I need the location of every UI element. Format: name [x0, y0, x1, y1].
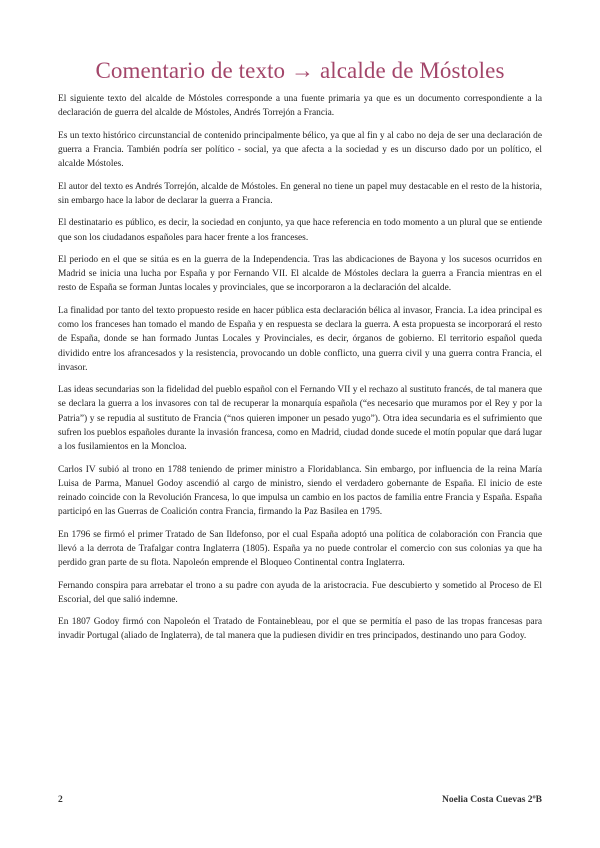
paragraph-source: El siguiente texto del alcalde de Móstoles corresponde a una fuente primaria ya que es un documento correspondiente a la declaración de guerra del alcalde de Móstoles, Andrés Torrejón a Francia.: [58, 94, 542, 119]
paragraph-recipient: El destinatario es público, es decir, la sociedad en conjunto, ya que hace referencia en todo momento a un plural que se entiende que son los ciudadanos españoles para hacer frente a los franceses.: [58, 218, 542, 243]
document-body: [58, 92, 542, 652]
paragraph-fernando: Fernando conspira para arrebatar el trono a su padre con ayuda de la aristocracia. Fue descubierto y sometido al Proceso de El Escorial, del que salió indemne.: [58, 580, 542, 605]
author-name: Noelia Costa Cuevas 2ºB: [442, 795, 542, 805]
page-title: Comentario de texto → alcalde de Móstoles: [95, 58, 505, 83]
paragraph-nature: Es un texto histórico circunstancial de contenido principalmente bélico, ya que al fin y al cabo no deja de ser una declaración de guerra a Francia. También podría ser político - social, ya que afecta a la sociedad y es un discurso dado por un político, el alcalde Móstoles.: [58, 130, 542, 170]
paragraph-author: El autor del texto es Andrés Torrejón, alcalde de Móstoles. En general no tiene un papel muy destacable en el resto de la historia, sin embargo hace la labor de declarar la guerra a Francia.: [58, 181, 542, 206]
paragraph-period: El periodo en el que se sitúa es en la guerra de la Independencia. Tras las abdicaciones de Bayona y los sucesos ocurridos en Madrid se inicia una lucha por España y por Fernando VII. El alcalde de Móstoles declara la guerra a Francia mientras en el resto de España se forman Juntas locales y provinciales, que se incorporaron a la declaración del alcalde.: [58, 255, 542, 294]
paragraph-san-ildefonso: En 1796 se firmó el primer Tratado de San Ildefonso, por el cual España adoptó una política de colaboración con Francia que llevó a la derrota de Trafalgar contra Inglaterra (1805). España ya no puede controlar el comercio con sus colonias ya que ha perdido gran parte de su flota. Napoleón emprende el Bloqueo Continental contra Inglaterra.: [58, 529, 542, 569]
paragraph-carlos-iv: Carlos IV subió al trono en 1788 teniendo de primer ministro a Floridablanca. Sin embargo, por influencia de la reina María Luisa de Parma, Manuel Godoy ascendió al cargo de ministro, siendo el verdadero gobernante de España. El inicio de este reinado coincide con la Revolución Francesa, lo que impulsa un cambio en los pactos de familia entre Francia y España. España participó en las Guerras de Coalición contra Francia, firmando la Paz Basilea en 1795.: [58, 464, 542, 518]
paragraph-fontainebleau: En 1807 Godoy firmó con Napoleón el Tratado de Fontainebleau, por el que se permitía el paso de las tropas francesas para invadir Portugal (aliado de Inglaterra), de tal manera que la pudiesen dividir en tres principados, destinando uno para Godoy.: [58, 617, 542, 642]
page-number: 2: [58, 795, 63, 805]
paragraph-secondary-ideas: Las ideas secundarias son la fidelidad del pueblo español con el Fernando VII y el rechazo al sustituto francés, de tal manera que se declara la guerra a los invasores con tal de recuperar la monarquía española (“es necesario que muramos por el Rey y por la Patria”) y se repudia al sustituto de Francia (“nos quieren imponer un pesado yugo”). Otra idea secundaria es el sufrimiento que sufren los pueblos españoles durante la invasión francesa, como en Madrid, ciudad donde sucede el motín popular que dará lugar a los fusilamientos en la Moncloa.: [58, 385, 542, 453]
paragraph-main-idea: La finalidad por tanto del texto propuesto reside en hacer pública esta declaración bélica al invasor, Francia. La idea principal es como los franceses han tomado el mando de España y en respuesta se declara la guerra. A esta propuesta se incorporará el resto de España, donde se han formado Juntas Locales y Provinciales, es decir, órganos de gobierno. El territorio español queda dividido entre los afrancesados y la resistencia, provocando un doble conflicto, una guerra civil y una guerra contra Francia, el invasor.: [58, 305, 542, 373]
